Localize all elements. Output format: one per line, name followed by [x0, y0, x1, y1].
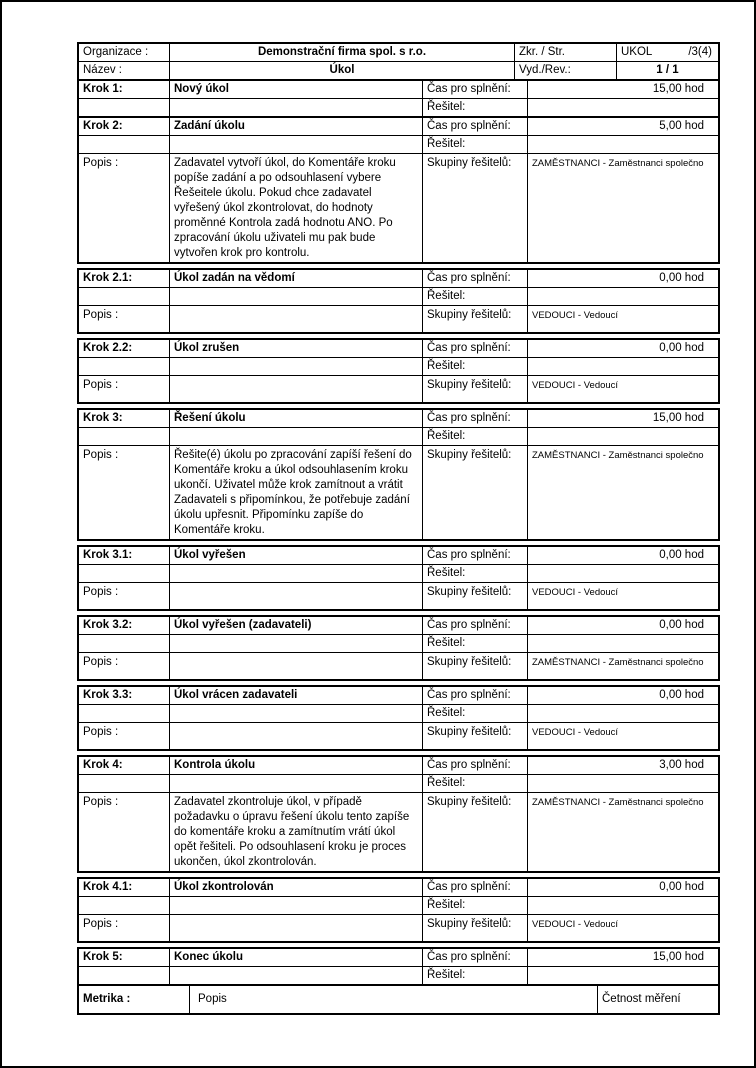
resitel-row [79, 427, 718, 445]
skupina-value: ZAMĚSTNANCI - Zaměstnanci společno [527, 653, 718, 679]
skupina-value: ZAMĚSTNANCI - Zaměstnanci společno [527, 446, 718, 539]
step-title-row [79, 547, 718, 564]
zkr-str-value [616, 44, 718, 61]
popis-label: Popis : [83, 309, 119, 321]
steps-container [77, 79, 720, 986]
time-value: 15,00 hod [527, 81, 718, 98]
popis-row [79, 305, 718, 332]
popis-row [79, 445, 718, 539]
empty-cell [79, 967, 169, 984]
step-label: Krok 2: [83, 120, 123, 132]
zkr-code: UKOL [621, 46, 653, 58]
empty-cell [169, 136, 422, 153]
step-block [77, 79, 720, 118]
skupiny-label: Skupiny řešitelů: [422, 915, 527, 941]
step-block [77, 615, 720, 681]
step-label: Krok 3.3: [83, 689, 133, 701]
step-name: Úkol vyřešen [169, 547, 422, 564]
empty-cell [169, 358, 422, 375]
popis-row [79, 652, 718, 679]
step-label: Krok 4: [83, 759, 123, 771]
popis-row [79, 914, 718, 941]
popis-label: Popis : [83, 796, 119, 808]
popis-row [79, 792, 718, 871]
popis-text [169, 306, 422, 332]
time-label: Čas pro splnění: [422, 879, 527, 896]
step-name: Zadání úkolu [169, 118, 422, 135]
resitel-value [527, 428, 718, 445]
step-label: Krok 3.2: [83, 619, 133, 631]
resitel-label: Řešitel: [422, 428, 527, 445]
time-label: Čas pro splnění: [422, 949, 527, 966]
skupina-value: VEDOUCI - Vedoucí [527, 376, 718, 402]
skupina-value: VEDOUCI - Vedoucí [527, 915, 718, 941]
step-title-row [79, 410, 718, 427]
step-title-row [79, 617, 718, 634]
skupina-value: VEDOUCI - Vedoucí [527, 723, 718, 749]
document-table [77, 42, 720, 1015]
popis-row [79, 722, 718, 749]
step-block [77, 545, 720, 611]
empty-cell [169, 428, 422, 445]
step-name: Úkol vyřešen (zadavateli) [169, 617, 422, 634]
resitel-label: Řešitel: [422, 99, 527, 116]
step-label: Krok 3: [83, 412, 123, 424]
time-value: 5,00 hod [527, 118, 718, 135]
skupina-value: VEDOUCI - Vedoucí [527, 306, 718, 332]
empty-cell [169, 705, 422, 722]
resitel-row [79, 704, 718, 722]
popis-text [169, 723, 422, 749]
skupina-value: VEDOUCI - Vedoucí [527, 583, 718, 609]
popis-label: Popis : [83, 726, 119, 738]
step-block [77, 338, 720, 404]
skupiny-label: Skupiny řešitelů: [422, 583, 527, 609]
time-label: Čas pro splnění: [422, 81, 527, 98]
step-label: Krok 1: [83, 83, 123, 95]
step-label: Krok 4.1: [83, 881, 133, 893]
resitel-label: Řešitel: [422, 358, 527, 375]
step-label: Krok 2.1: [83, 272, 133, 284]
metrika-block [77, 984, 720, 1015]
popis-row [79, 582, 718, 609]
step-name: Úkol zrušen [169, 340, 422, 357]
resitel-label: Řešitel: [422, 635, 527, 652]
popis-text: Řešite(é) úkolu po zpracování zapíší řešení do Komentáře kroku a úkol odsouhlasením kroku ukončí. Uživatel může krok zamítnout a vrátit Zadavateli s připomínkou, že potřebuje zadání úkolu upřesnit. Připomínku zapíše do Komentáře kroku. [169, 446, 422, 539]
skupina-value: ZAMĚSTNANCI - Zaměstnanci společno [527, 793, 718, 871]
resitel-value [527, 775, 718, 792]
empty-cell [169, 565, 422, 582]
step-title-row [79, 949, 718, 966]
resitel-value [527, 635, 718, 652]
resitel-value [527, 897, 718, 914]
empty-cell [169, 775, 422, 792]
resitel-value [527, 565, 718, 582]
popis-label: Popis : [83, 656, 119, 668]
resitel-row [79, 287, 718, 305]
skupiny-label: Skupiny řešitelů: [422, 446, 527, 539]
empty-cell [169, 967, 422, 984]
step-block [77, 408, 720, 541]
skupiny-label: Skupiny řešitelů: [422, 793, 527, 871]
popis-text [169, 583, 422, 609]
empty-cell [79, 99, 169, 116]
time-label: Čas pro splnění: [422, 687, 527, 704]
time-value: 0,00 hod [527, 340, 718, 357]
popis-text [169, 653, 422, 679]
time-label: Čas pro splnění: [422, 757, 527, 774]
metrika-row [79, 986, 718, 1013]
resitel-value [527, 967, 718, 984]
time-value: 0,00 hod [527, 547, 718, 564]
step-block [77, 268, 720, 334]
empty-cell [79, 775, 169, 792]
resitel-value [527, 136, 718, 153]
popis-text: Zadavatel vytvoří úkol, do Komentáře kroku popíše zadání a po odsouhlasení vybere Řešeitele úkolu. Pokud chce zadavatel vyřešený úkol zkontrolovat, do hodnoty proměnné Kontrola zadá hodnotu ANO. Po zpracování úkolu uživateli mu pak bude vytvořen krok pro kontrolu. [169, 154, 422, 262]
resitel-label: Řešitel: [422, 136, 527, 153]
empty-cell [79, 136, 169, 153]
resitel-row [79, 634, 718, 652]
metrika-popis-header: Popis [189, 986, 597, 1013]
resitel-value [527, 705, 718, 722]
step-title-row [79, 687, 718, 704]
time-label: Čas pro splnění: [422, 617, 527, 634]
resitel-value [527, 99, 718, 116]
popis-label: Popis : [83, 918, 119, 930]
step-label: Krok 2.2: [83, 342, 133, 354]
step-label: Krok 5: [83, 951, 123, 963]
time-value: 0,00 hod [527, 617, 718, 634]
resitel-label: Řešitel: [422, 705, 527, 722]
step-title-row [79, 81, 718, 98]
popis-text [169, 915, 422, 941]
vyd-rev-value: 1 / 1 [616, 62, 718, 79]
step-name: Řešení úkolu [169, 410, 422, 427]
time-value: 0,00 hod [527, 879, 718, 896]
step-block [77, 116, 720, 264]
skupina-value: ZAMĚSTNANCI - Zaměstnanci společno [527, 154, 718, 262]
time-label: Čas pro splnění: [422, 340, 527, 357]
empty-cell [169, 288, 422, 305]
step-block [77, 877, 720, 943]
time-label: Čas pro splnění: [422, 410, 527, 427]
skupiny-label: Skupiny řešitelů: [422, 376, 527, 402]
skupiny-label: Skupiny řešitelů: [422, 154, 527, 262]
time-value: 0,00 hod [527, 687, 718, 704]
popis-row [79, 153, 718, 262]
skupiny-label: Skupiny řešitelů: [422, 306, 527, 332]
step-name: Úkol vrácen zadavateli [169, 687, 422, 704]
step-title-row [79, 879, 718, 896]
popis-label: Popis : [83, 449, 119, 461]
resitel-row [79, 135, 718, 153]
empty-cell [79, 358, 169, 375]
resitel-row [79, 774, 718, 792]
empty-cell [169, 635, 422, 652]
step-title-row [79, 757, 718, 774]
resitel-label: Řešitel: [422, 565, 527, 582]
empty-cell [169, 897, 422, 914]
vyd-rev-label: Vyd./Rev.: [514, 62, 616, 79]
step-name: Úkol zadán na vědomí [169, 270, 422, 287]
step-block [77, 755, 720, 873]
step-block [77, 947, 720, 986]
popis-label: Popis : [83, 586, 119, 598]
resitel-row [79, 98, 718, 116]
resitel-label: Řešitel: [422, 775, 527, 792]
empty-cell [79, 705, 169, 722]
step-title-row [79, 118, 718, 135]
empty-cell [169, 99, 422, 116]
org-value: Demonstrační firma spol. s r.o. [169, 44, 514, 61]
resitel-row [79, 966, 718, 984]
step-block [77, 685, 720, 751]
header-block [77, 42, 720, 81]
step-name: Kontrola úkolu [169, 757, 422, 774]
time-value: 3,00 hod [527, 757, 718, 774]
resitel-row [79, 896, 718, 914]
step-title-row [79, 340, 718, 357]
metrika-label: Metrika : [83, 993, 131, 1005]
empty-cell [79, 565, 169, 582]
step-name: Úkol zkontrolován [169, 879, 422, 896]
step-title-row [79, 270, 718, 287]
time-value: 15,00 hod [527, 410, 718, 427]
time-value: 0,00 hod [527, 270, 718, 287]
resitel-row [79, 564, 718, 582]
zkr-page: /3(4) [688, 46, 712, 58]
time-label: Čas pro splnění: [422, 547, 527, 564]
empty-cell [79, 897, 169, 914]
org-label: Organizace : [83, 46, 149, 58]
nazev-value: Úkol [169, 62, 514, 79]
popis-label: Popis : [83, 157, 119, 169]
popis-text [169, 376, 422, 402]
resitel-label: Řešitel: [422, 288, 527, 305]
popis-label: Popis : [83, 379, 119, 391]
time-value: 15,00 hod [527, 949, 718, 966]
header-row-organizace [79, 44, 718, 61]
popis-row [79, 375, 718, 402]
time-label: Čas pro splnění: [422, 270, 527, 287]
empty-cell [79, 635, 169, 652]
resitel-value [527, 358, 718, 375]
step-name: Nový úkol [169, 81, 422, 98]
step-name: Konec úkolu [169, 949, 422, 966]
resitel-label: Řešitel: [422, 897, 527, 914]
nazev-label: Název : [83, 64, 122, 76]
resitel-row [79, 357, 718, 375]
resitel-label: Řešitel: [422, 967, 527, 984]
empty-cell [79, 428, 169, 445]
header-row-nazev [79, 61, 718, 79]
step-label: Krok 3.1: [83, 549, 133, 561]
resitel-value [527, 288, 718, 305]
empty-cell [79, 288, 169, 305]
skupiny-label: Skupiny řešitelů: [422, 653, 527, 679]
zkr-str-label: Zkr. / Str. [514, 44, 616, 61]
popis-text: Zadavatel zkontroluje úkol, v případě požadavku o úpravu řešení úkolu tento zapíše do komentáře kroku a zamítnutím vrátí úkol opět řešiteli. Po odsouhlasení kroku je proces ukončen, úkol zkontrolován. [169, 793, 422, 871]
time-label: Čas pro splnění: [422, 118, 527, 135]
skupiny-label: Skupiny řešitelů: [422, 723, 527, 749]
metrika-cetnost-header: Četnost měření [597, 986, 718, 1013]
